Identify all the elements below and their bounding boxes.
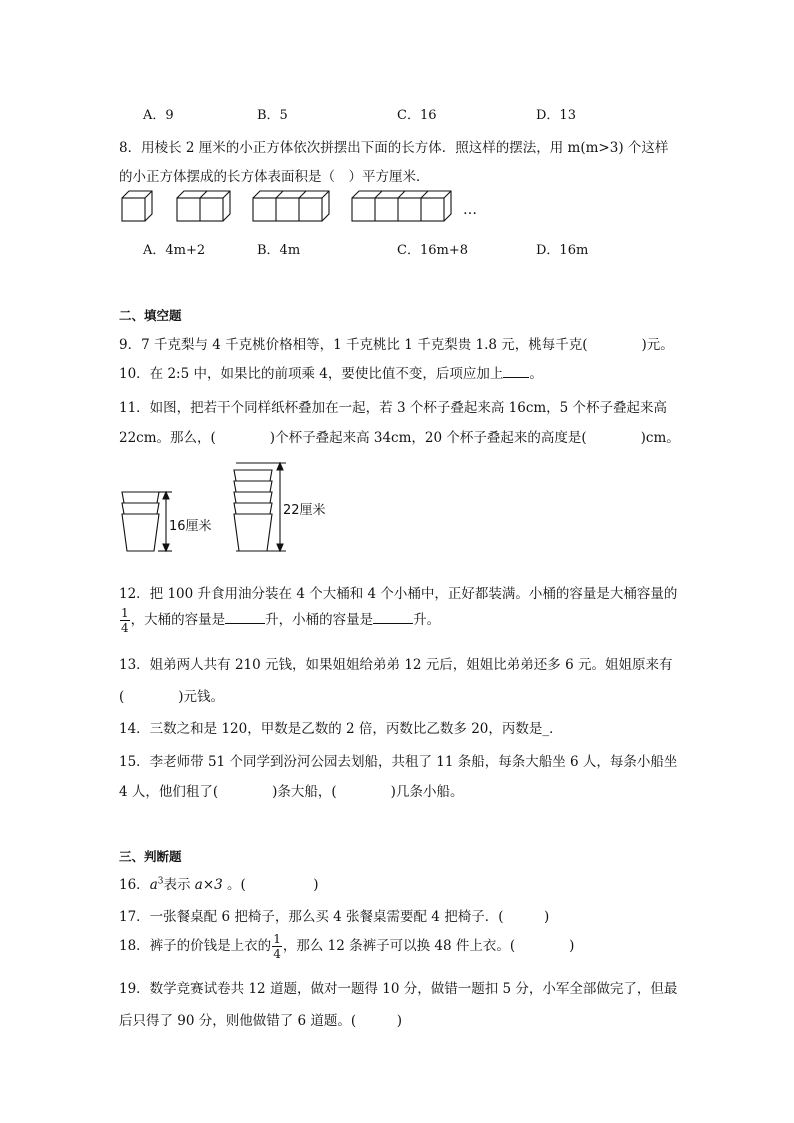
cup-stack-3 [122,492,159,551]
q12-blank-big [225,623,265,624]
q18-text: 18．裤子的价钱是上衣的 $\frac{1}{4}$ ，那么 12 条裤子可以换 48 件上衣。( ) [119,932,575,961]
section-judgement-heading: 三、判断题 [119,849,182,864]
q11-line1: 11．如图，把若干个同样纸杯叠加在一起，若 3 个杯子叠起来高 16cm，5 个杯子叠起来高 [119,400,668,416]
q17-text: 17．一张餐桌配 6 把椅子，那么买 4 张餐桌需要配 4 把椅子．( ) [119,909,550,925]
q7-option-d: D．13 [536,108,576,123]
q14-text: 14．三数之和是 120，甲数是乙数的 2 倍，丙数比乙数多 20，丙数是_． [119,721,563,737]
q18-fraction: $\frac{1}{4}$ [273,932,281,961]
q16-exponent: 3 [157,876,164,887]
q19-line2: 后只得了 90 分，则他做错了 6 道题。( ) [119,1013,402,1029]
q13-line2: ( )元钱。 [119,689,225,705]
cup-label-16cm: 16厘米 [169,519,212,534]
q15-line2: 4 人，他们租了( )条大船，( )几条小船。 [119,784,464,800]
q15-line1: 15．李老师带 51 个同学到汾河公园去划船，共租了 11 条船，每条大船坐 6 人，每条小船坐 [119,754,678,770]
q8-line1: 8．用棱长 2 厘米的小正方体依次拼摆出下面的长方体．照这样的摆法，用 m(m>3) 个这样 [119,140,669,156]
q10-end: 。 [529,366,543,382]
q7-option-a: A．9 [143,108,174,123]
q8-line2: 的小正方体摆成的长方体表面积是（ ）平方厘米． [119,169,430,185]
q12-line2: $\frac{1}{4}$ ，大桶的容量是 升，小桶的容量是 升。 [121,606,441,635]
q8-option-a: A．4m+2 [143,243,206,258]
q16-variable: a [149,877,158,893]
cup-stack-5 [234,470,272,551]
cuboid-ellipsis: … [463,202,477,218]
q11-line2: 22cm。那么，( )个杯子叠起来高 34cm，20 个杯子叠起来的高度是( )cm。 [119,430,680,446]
q7-option-c: C．16 [397,108,437,123]
q19-line1: 19．数学竞赛试卷共 12 道题，做对一题得 10 分，做错一题扣 5 分，小军全部做完了，但最 [119,981,678,997]
q7-option-b: B．5 [257,108,288,123]
q8-option-d: D．16m [536,243,589,258]
q8-option-b: B．4m [257,243,301,258]
q12-fraction: $\frac{1}{4}$ [121,606,129,635]
q13-line1: 13．姐弟两人共有 210 元钱，如果姐姐给弟弟 12 元后，姐姐比弟弟还多 6 元。姐姐原来有 [119,657,673,673]
q9-text: 9．7 千克梨与 4 千克桃价格相等，1 千克桃比 1 千克梨贵 1.8 元，桃每千克( )元。 [119,337,674,353]
q12-line1: 12．把 100 升食用油分装在 4 个大桶和 4 个小桶中，正好都装满。小桶的容量是大桶容量的 [119,586,678,602]
cup-label-22cm: 22厘米 [283,503,326,518]
q16-text: 16．$a^3$表示 a×3 。( ) [119,876,319,893]
section-fill-in-heading: 二、填空题 [119,308,182,323]
cup-stack-figure [0,0,794,560]
q12-blank-small [373,623,413,624]
q16-expression: a×3 [194,877,223,893]
q10-body: 10．在 2:5 中，如果比的前项乘 4，要使比值不变，后项应加上 [119,366,504,382]
q8-option-c: C．16m+8 [397,243,468,258]
